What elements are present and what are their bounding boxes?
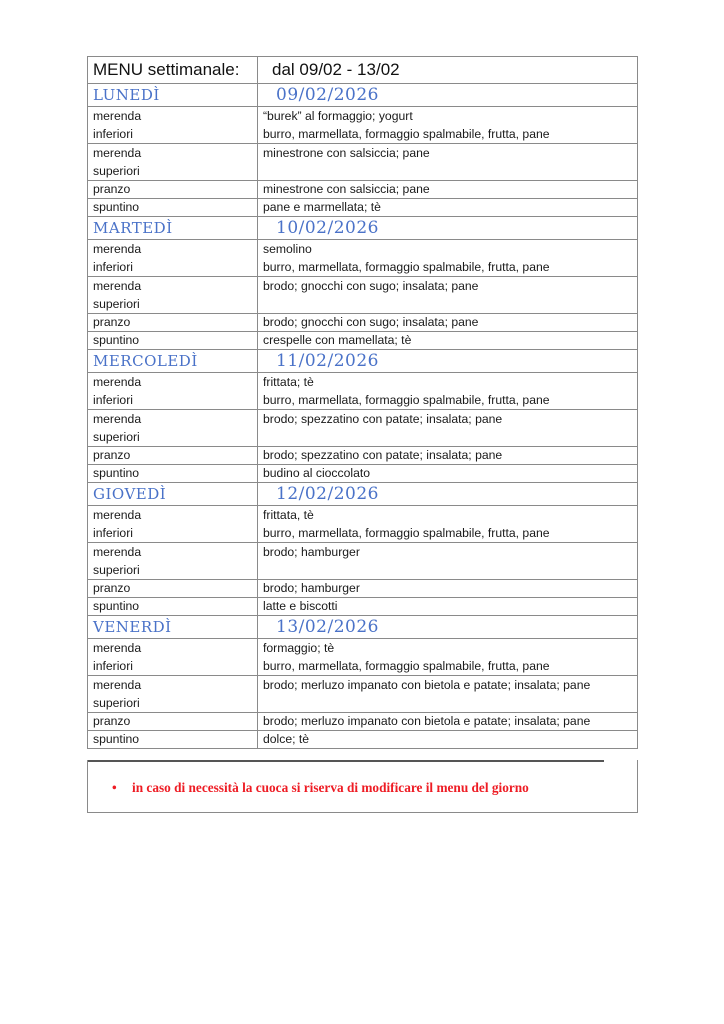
- meal-item: brodo; merluzo impanato con bietola e patate; insalata; pane: [263, 714, 591, 728]
- meal-label-line: merenda: [93, 641, 142, 655]
- meal-row: [88, 447, 638, 465]
- meal-item: “burek” al formaggio; yogurt: [263, 109, 413, 123]
- meal-items: [258, 107, 638, 144]
- meal-item: brodo; gnocchi con sugo; insalata; pane: [263, 279, 479, 293]
- meal-label-line: merenda: [93, 545, 142, 559]
- day-date: 13/02/2026: [258, 616, 638, 639]
- meal-row: [88, 580, 638, 598]
- meal-row: [88, 199, 638, 217]
- meal-label-line: inferiori: [93, 393, 133, 407]
- meal-label-line: merenda: [93, 508, 142, 522]
- meal-label: [88, 181, 258, 199]
- meal-row: [88, 465, 638, 483]
- meal-row: [88, 713, 638, 731]
- meal-items: [258, 240, 638, 277]
- meal-label-line: superiori: [93, 164, 140, 178]
- day-date: 10/02/2026: [258, 217, 638, 240]
- meal-item: brodo; hamburger: [263, 581, 360, 595]
- meal-label: [88, 713, 258, 731]
- meal-item: pane e marmellata; tè: [263, 200, 381, 214]
- meal-item: frittata, tè: [263, 508, 314, 522]
- meal-row: [88, 373, 638, 410]
- menu-sheet: [87, 56, 637, 749]
- day-name: MERCOLEDÌ: [88, 350, 258, 373]
- header-row: [88, 57, 638, 84]
- meal-items: [258, 731, 638, 749]
- meal-row: [88, 314, 638, 332]
- note-item: [112, 780, 529, 796]
- meal-label-line: superiori: [93, 430, 140, 444]
- meal-row: [88, 240, 638, 277]
- meal-label-line: merenda: [93, 242, 142, 256]
- meal-item: burro, marmellata, formaggio spalmabile, frutta, pane: [263, 659, 550, 673]
- meal-label-line: pranzo: [93, 448, 131, 462]
- meal-item: minestrone con salsiccia; pane: [263, 146, 430, 160]
- meal-label: [88, 639, 258, 676]
- meal-items: [258, 465, 638, 483]
- meal-label: [88, 199, 258, 217]
- meal-row: [88, 181, 638, 199]
- meal-items: [258, 506, 638, 543]
- day-name: VENERDÌ: [88, 616, 258, 639]
- meal-item: burro, marmellata, formaggio spalmabile, frutta, pane: [263, 526, 550, 540]
- meal-label: [88, 580, 258, 598]
- meal-label: [88, 332, 258, 350]
- meal-items: [258, 277, 638, 314]
- meal-item: crespelle con mamellata; tè: [263, 333, 412, 347]
- meal-items: [258, 676, 638, 713]
- meal-label-line: spuntino: [93, 333, 140, 347]
- meal-item: latte e biscotti: [263, 599, 338, 613]
- meal-label-line: pranzo: [93, 581, 131, 595]
- divider: [88, 760, 604, 762]
- meal-label-line: pranzo: [93, 315, 131, 329]
- meal-label-line: spuntino: [93, 466, 140, 480]
- meal-label-line: merenda: [93, 279, 142, 293]
- meal-items: [258, 598, 638, 616]
- meal-label: [88, 447, 258, 465]
- meal-row: [88, 277, 638, 314]
- meal-items: [258, 713, 638, 731]
- day-header-row: [88, 217, 638, 240]
- day-date: 11/02/2026: [258, 350, 638, 373]
- meal-item: brodo; hamburger: [263, 545, 360, 559]
- meal-items: [258, 543, 638, 580]
- day-date: 09/02/2026: [258, 84, 638, 107]
- day-header-row: [88, 84, 638, 107]
- meal-label: [88, 731, 258, 749]
- meal-label: [88, 277, 258, 314]
- meal-label-line: superiori: [93, 563, 140, 577]
- meal-row: [88, 598, 638, 616]
- meal-items: [258, 314, 638, 332]
- meal-label-line: merenda: [93, 375, 142, 389]
- meal-label-line: inferiori: [93, 659, 133, 673]
- meal-item: burro, marmellata, formaggio spalmabile, frutta, pane: [263, 127, 550, 141]
- meal-item: budino al cioccolato: [263, 466, 371, 480]
- meal-items: [258, 373, 638, 410]
- meal-items: [258, 580, 638, 598]
- meal-label: [88, 410, 258, 447]
- meal-item: brodo; spezzatino con patate; insalata; pane: [263, 448, 503, 462]
- meal-label-line: merenda: [93, 678, 142, 692]
- notes-box: [87, 760, 638, 813]
- meal-label-line: merenda: [93, 412, 142, 426]
- meal-row: [88, 506, 638, 543]
- meal-label: [88, 107, 258, 144]
- meal-label-line: merenda: [93, 109, 142, 123]
- meal-row: [88, 410, 638, 447]
- meal-row: [88, 144, 638, 181]
- meal-item: formaggio; tè: [263, 641, 335, 655]
- meal-label-line: spuntino: [93, 599, 140, 613]
- meal-items: [258, 447, 638, 465]
- meal-label: [88, 676, 258, 713]
- meal-row: [88, 676, 638, 713]
- menu-table: [87, 56, 638, 749]
- day-name: MARTEDÌ: [88, 217, 258, 240]
- meal-items: [258, 410, 638, 447]
- meal-row: [88, 543, 638, 580]
- meal-item: brodo; spezzatino con patate; insalata; pane: [263, 412, 503, 426]
- meal-items: [258, 199, 638, 217]
- meal-label: [88, 240, 258, 277]
- meal-item: brodo; gnocchi con sugo; insalata; pane: [263, 315, 479, 329]
- meal-row: [88, 107, 638, 144]
- menu-date-range: dal 09/02 - 13/02: [258, 57, 638, 84]
- day-name: GIOVEDÌ: [88, 483, 258, 506]
- meal-items: [258, 639, 638, 676]
- day-name: LUNEDÌ: [88, 84, 258, 107]
- day-header-row: [88, 616, 638, 639]
- meal-item: frittata; tè: [263, 375, 314, 389]
- meal-item: dolce; tè: [263, 732, 310, 746]
- meal-item: burro, marmellata, formaggio spalmabile, frutta, pane: [263, 260, 550, 274]
- menu-title: MENU settimanale:: [88, 57, 258, 84]
- meal-label-line: superiori: [93, 297, 140, 311]
- meal-label-line: superiori: [93, 696, 140, 710]
- bullet-icon: •: [112, 780, 117, 795]
- meal-label-line: pranzo: [93, 182, 131, 196]
- meal-item: burro, marmellata, formaggio spalmabile, frutta, pane: [263, 393, 550, 407]
- meal-row: [88, 332, 638, 350]
- meal-label-line: merenda: [93, 146, 142, 160]
- meal-label-line: inferiori: [93, 526, 133, 540]
- meal-item: brodo; merluzo impanato con bietola e patate; insalata; pane: [263, 678, 591, 692]
- meal-row: [88, 731, 638, 749]
- day-header-row: [88, 483, 638, 506]
- meal-label-line: inferiori: [93, 127, 133, 141]
- day-date: 12/02/2026: [258, 483, 638, 506]
- meal-label: [88, 465, 258, 483]
- meal-label: [88, 598, 258, 616]
- meal-label: [88, 373, 258, 410]
- meal-label: [88, 543, 258, 580]
- meal-label-line: pranzo: [93, 714, 131, 728]
- meal-label: [88, 506, 258, 543]
- meal-row: [88, 639, 638, 676]
- meal-items: [258, 181, 638, 199]
- meal-label-line: inferiori: [93, 260, 133, 274]
- meal-label-line: spuntino: [93, 732, 140, 746]
- meal-label: [88, 314, 258, 332]
- note-text: in caso di necessità la cuoca si riserva di modificare il menu del giorno: [132, 780, 529, 795]
- meal-item: semolino: [263, 242, 312, 256]
- meal-label: [88, 144, 258, 181]
- day-header-row: [88, 350, 638, 373]
- meal-items: [258, 332, 638, 350]
- meal-label-line: spuntino: [93, 200, 140, 214]
- meal-item: minestrone con salsiccia; pane: [263, 182, 430, 196]
- meal-items: [258, 144, 638, 181]
